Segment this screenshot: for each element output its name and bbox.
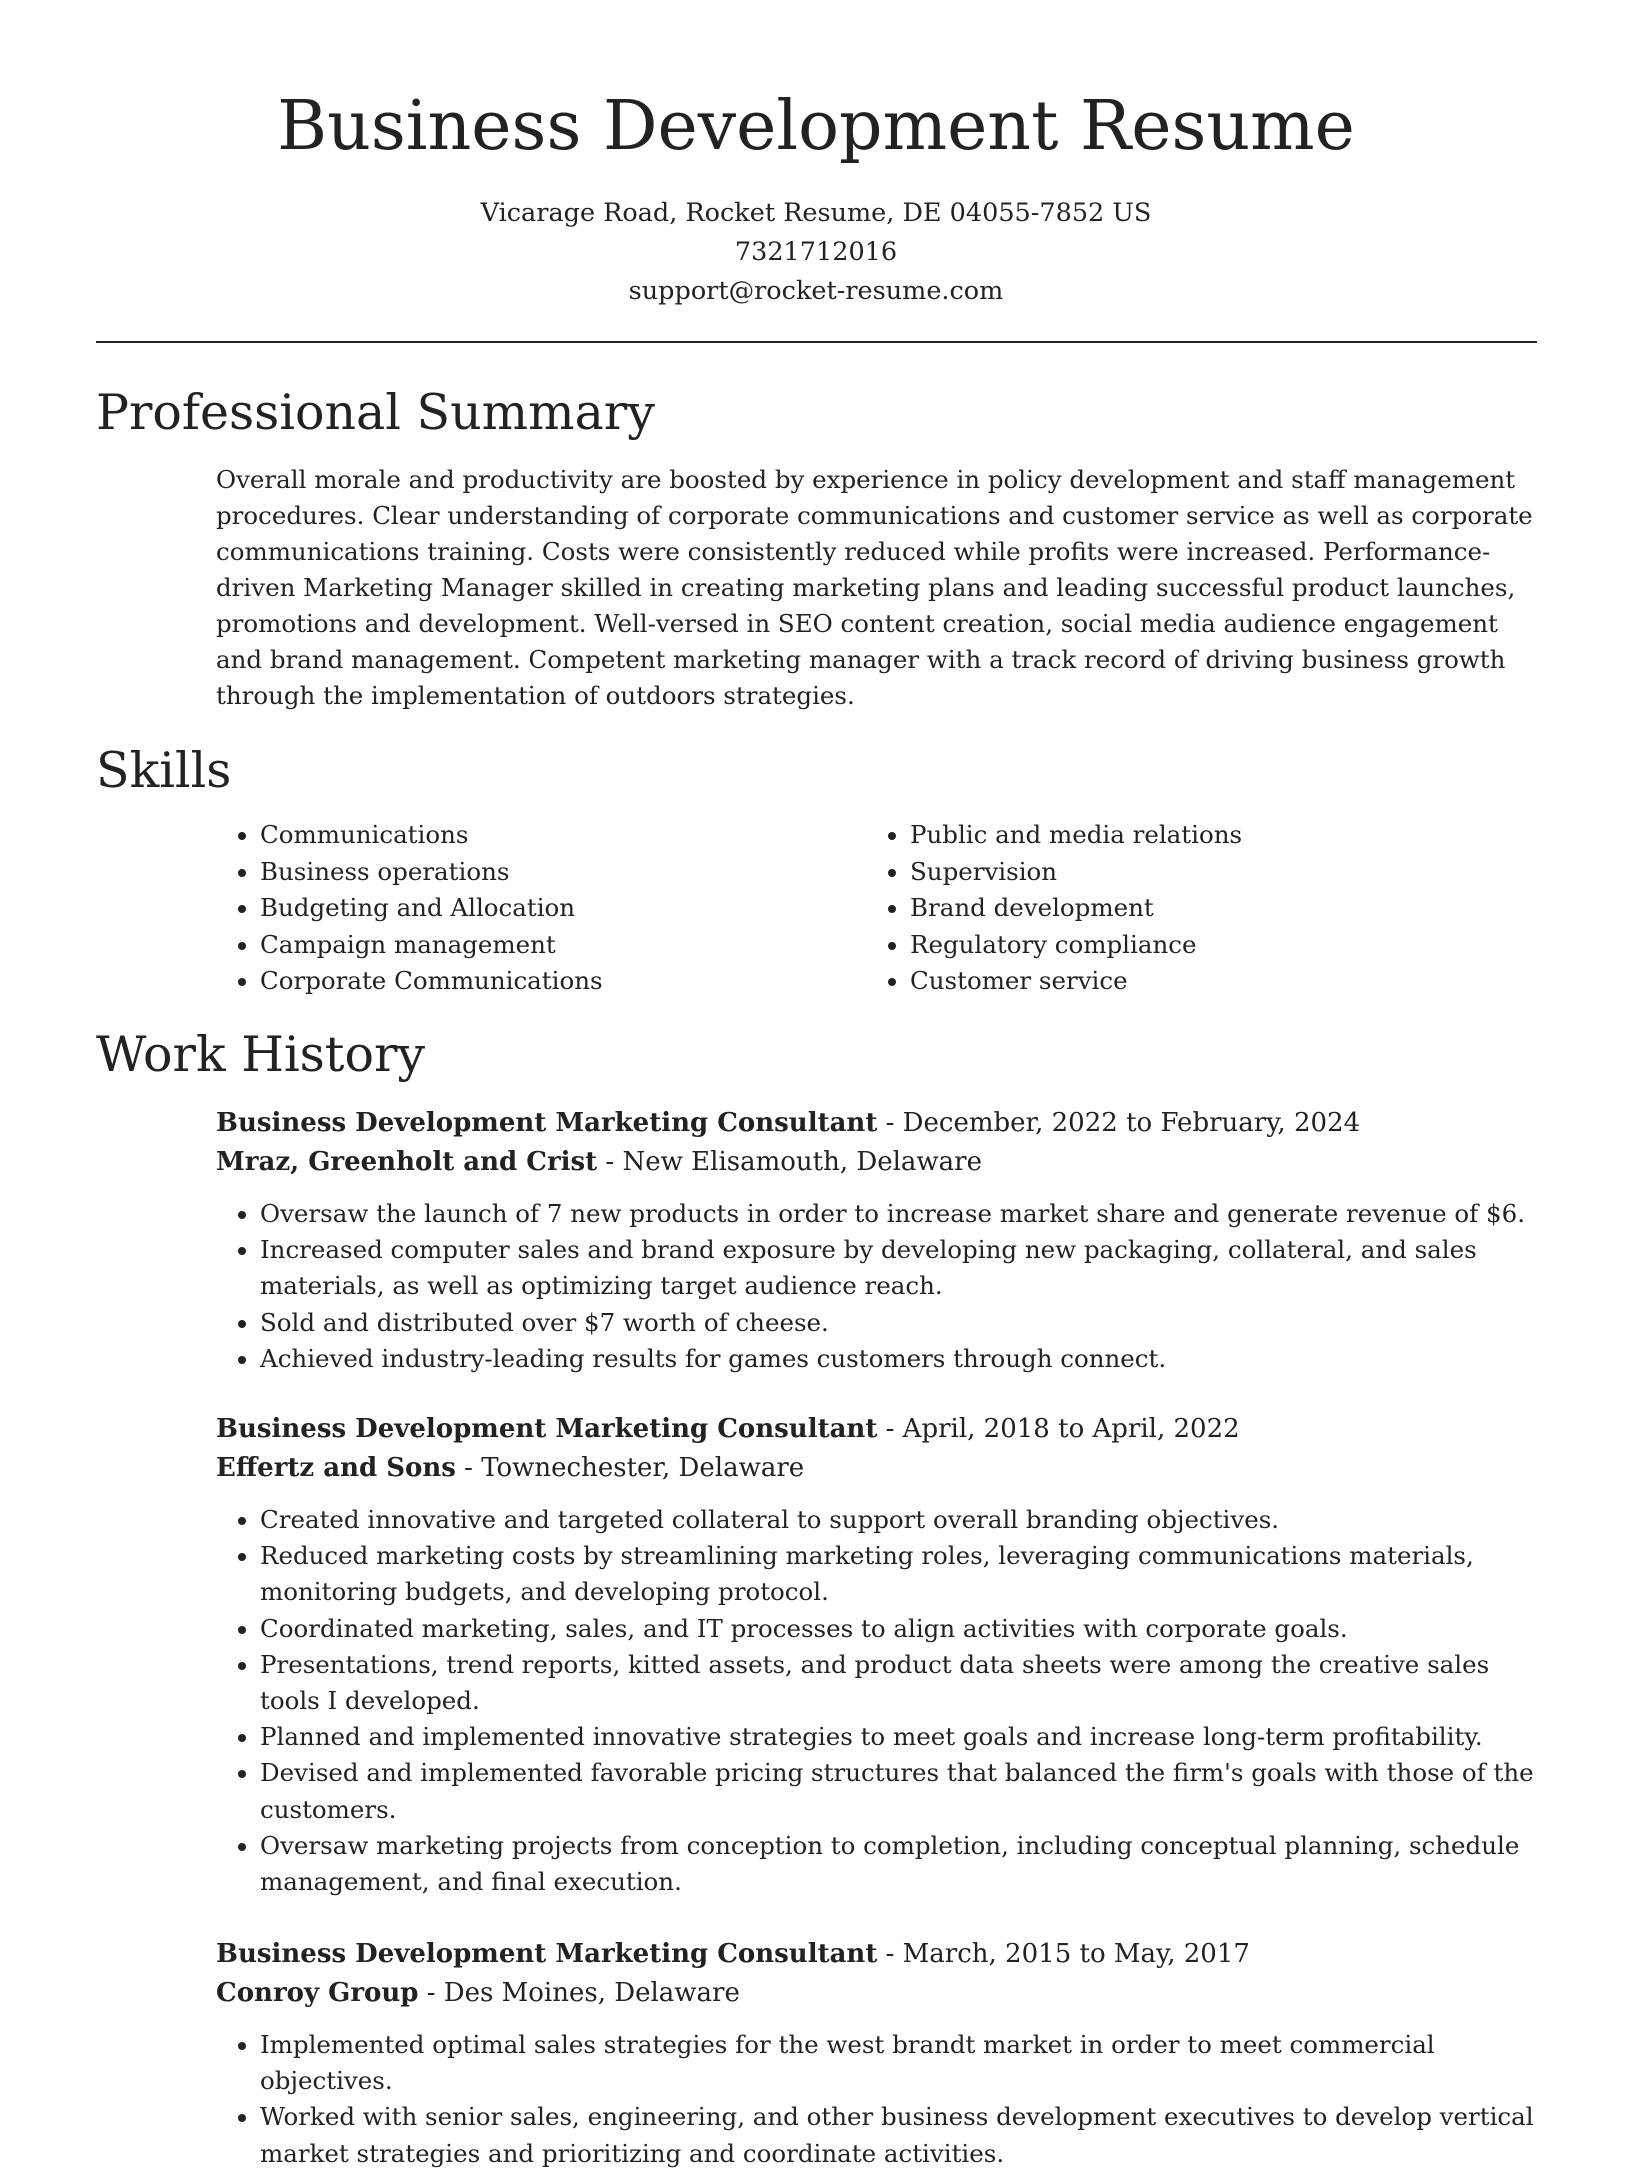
job-title-line (216, 1410, 1546, 1449)
job-dates: - March, 2015 to May, 2017 (877, 1939, 1250, 1969)
skill-item: • Campaign management (260, 927, 866, 964)
skills-list (216, 817, 1516, 1000)
skill-item: • Budgeting and Allocation (260, 890, 866, 927)
job-company: Conroy Group (216, 1978, 419, 2008)
job-bullets (216, 1196, 1546, 1377)
job-company: Mraz, Greenholt and Crist (216, 1147, 598, 1177)
skills-column-right (866, 817, 1516, 1000)
job-bullet: • Reduced marketing costs by streamlining marketing roles, leveraging communications materials, monitoring budgets, and developing protocol. (260, 1538, 1546, 1610)
job-bullet: • Increased computer sales and brand exposure by developing new packaging, collateral, and sales materials, as well as optimizing target audience reach. (260, 1232, 1546, 1304)
job-entry (216, 1935, 1546, 2172)
job-dates: - December, 2022 to February, 2024 (877, 1108, 1361, 1138)
contact-email: support@rocket-resume.com (628, 276, 1004, 306)
job-location: - New Elisamouth, Delaware (597, 1147, 982, 1177)
job-entry (216, 1410, 1546, 1900)
job-company-line (216, 1449, 1546, 1488)
skill-item: • Customer service (910, 963, 1516, 1000)
job-bullets (216, 1502, 1546, 1900)
job-bullet: • Planned and implemented innovative strategies to meet goals and increase long-term profitability. (260, 1719, 1546, 1755)
job-role: Business Development Marketing Consultant (216, 1414, 878, 1444)
job-title-line (216, 1935, 1546, 1974)
work-history-heading: Work History (96, 1026, 426, 1083)
job-bullet: • Coordinated marketing, sales, and IT processes to align activities with corporate goals. (260, 1611, 1546, 1647)
contact-phone: 7321712016 (734, 237, 898, 267)
skills-heading: Skills (96, 742, 232, 799)
job-bullet: • Created innovative and targeted collateral to support overall branding objectives. (260, 1502, 1546, 1538)
job-company: Effertz and Sons (216, 1453, 456, 1483)
skill-item: • Corporate Communications (260, 963, 866, 1000)
job-bullets (216, 2027, 1546, 2172)
job-role: Business Development Marketing Consultant (216, 1108, 878, 1138)
skill-item: • Public and media relations (910, 817, 1516, 854)
skill-item: • Communications (260, 817, 866, 854)
skill-item: • Brand development (910, 890, 1516, 927)
job-location: - Des Moines, Delaware (418, 1978, 740, 2008)
job-title-line (216, 1104, 1546, 1143)
job-entry (216, 1104, 1546, 1377)
job-bullet: • Oversaw the launch of 7 new products in order to increase market share and generate revenue of $6. (260, 1196, 1546, 1232)
resume-title: Business Development Resume (277, 87, 1355, 166)
skill-item: • Supervision (910, 854, 1516, 891)
job-role: Business Development Marketing Consultant (216, 1939, 878, 1969)
job-bullet: • Implemented optimal sales strategies for the west brandt market in order to meet commercial objectives. (260, 2027, 1546, 2099)
contact-address: Vicarage Road, Rocket Resume, DE 04055-7852 US (480, 198, 1152, 228)
job-dates: - April, 2018 to April, 2022 (877, 1414, 1240, 1444)
skill-item: • Business operations (260, 854, 866, 891)
header-divider (96, 341, 1537, 343)
resume-header (0, 0, 1632, 311)
job-company-line (216, 1974, 1546, 2013)
job-company-line (216, 1143, 1546, 1182)
job-bullet: • Worked with senior sales, engineering, and other business development executives to develop vertical market strategies and prioritizing and coordinate activities. (260, 2099, 1546, 2171)
job-bullet: • Achieved industry-leading results for games customers through connect. (260, 1341, 1546, 1377)
job-location: - Townechester, Delaware (455, 1453, 805, 1483)
skills-column-left (216, 817, 866, 1000)
job-bullet: • Oversaw marketing projects from conception to completion, including conceptual planning, schedule management, and final execution. (260, 1828, 1546, 1900)
summary-text: Overall morale and productivity are boosted by experience in policy development and staff management procedures. Clear understanding of corporate communications and customer service as well as corporate communications training. Costs were consistently reduced while profits were increased. Performance-driven Marketing Manager skilled in creating marketing plans and leading successful product launches, promotions and development. Well-versed in SEO content creation, social media audience engagement and brand management. Competent marketing manager with a track record of driving business growth through the implementation of outdoors strategies. (216, 465, 1533, 710)
job-bullet: • Devised and implemented favorable pricing structures that balanced the firm's goals with those of the customers. (260, 1755, 1546, 1827)
job-bullet: • Sold and distributed over $7 worth of cheese. (260, 1305, 1546, 1341)
skill-item: • Regulatory compliance (910, 927, 1516, 964)
contact-block (0, 194, 1632, 311)
summary-heading: Professional Summary (96, 384, 655, 441)
job-bullet: • Presentations, trend reports, kitted assets, and product data sheets were among the creative sales tools I developed. (260, 1647, 1546, 1719)
